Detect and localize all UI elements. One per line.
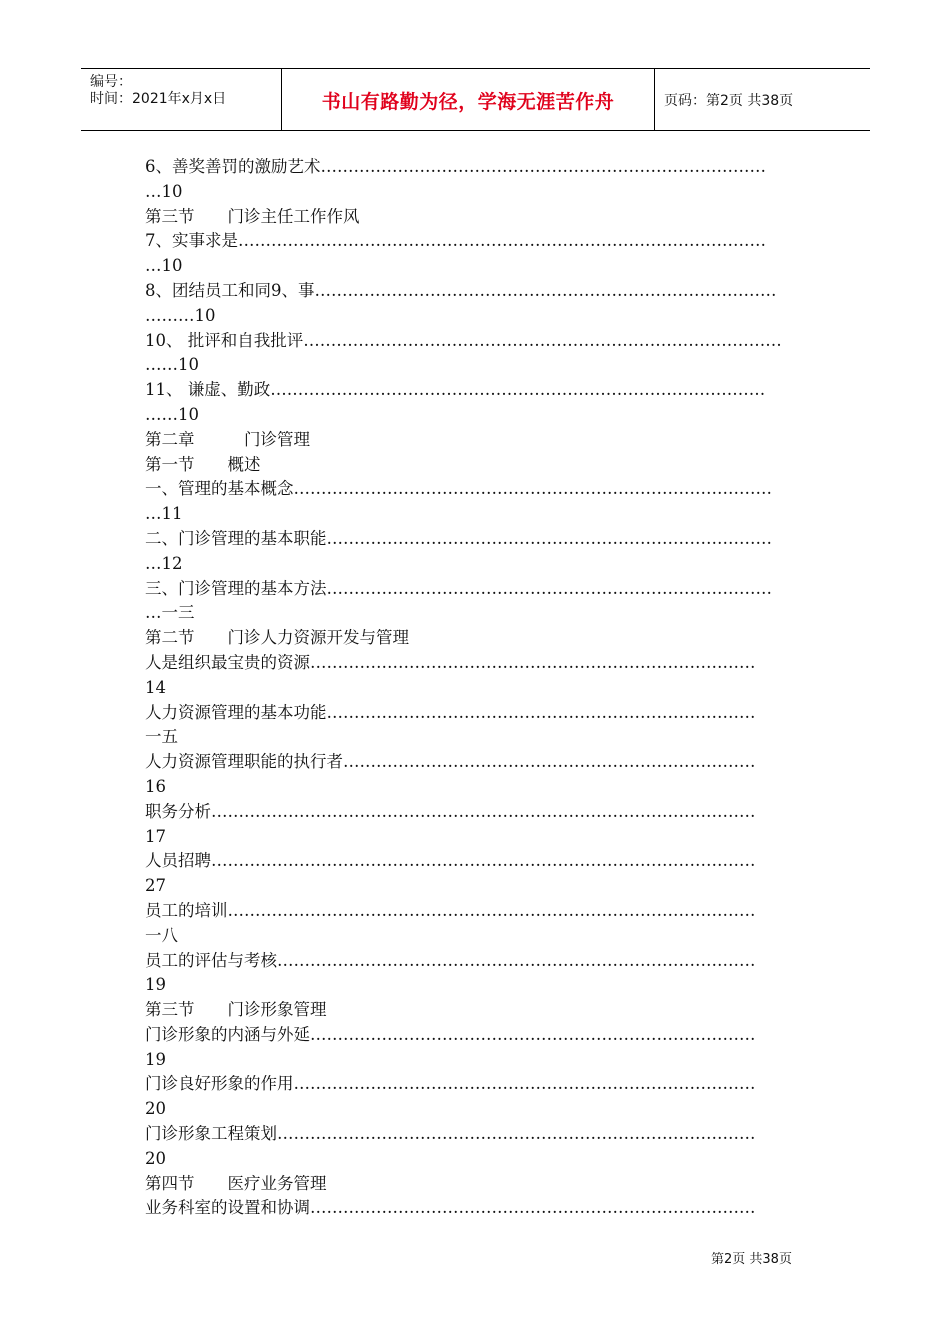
toc-line-text: 27 bbox=[145, 876, 166, 896]
toc-line-text: 19 bbox=[145, 975, 166, 995]
toc-line-text: 门诊良好形象的作用………………………………………………………………………… bbox=[145, 1074, 756, 1094]
toc-line bbox=[145, 651, 825, 676]
toc-line bbox=[145, 626, 825, 651]
toc-line bbox=[145, 180, 825, 205]
toc-line-text: 人力资源管理职能的执行者………………………………………………………………… bbox=[145, 752, 756, 772]
toc-line bbox=[145, 874, 825, 899]
header-motto-cell bbox=[282, 69, 655, 130]
toc-line-text: 门诊形象的内涵与外延……………………………………………………………………… bbox=[145, 1024, 756, 1044]
toc-line-text: 第三节 门诊主任工作作风 bbox=[145, 206, 360, 226]
toc-line-text: …11 bbox=[145, 504, 183, 524]
toc-line bbox=[145, 552, 825, 577]
toc-line-text: …10 bbox=[145, 181, 183, 201]
toc-line-text: 员工的评估与考核…………………………………………………………………………… bbox=[145, 950, 756, 970]
toc-line bbox=[145, 1072, 825, 1097]
toc-line-text: 16 bbox=[145, 776, 166, 796]
toc-line-text: 员工的培训…………………………………………………………………………………… bbox=[145, 900, 756, 920]
header-page-cell bbox=[655, 69, 870, 130]
toc-line-text: 业务科室的设置和协调……………………………………………………………………… bbox=[145, 1198, 756, 1218]
toc-line-text: 20 bbox=[145, 1148, 166, 1168]
toc-line bbox=[145, 899, 825, 924]
toc-line-text: 三、门诊管理的基本方法……………………………………………………………………… bbox=[145, 578, 772, 598]
toc-line-text: 第四节 医疗业务管理 bbox=[145, 1173, 327, 1193]
toc-line bbox=[145, 403, 825, 428]
toc-line-text: …一三 bbox=[145, 603, 195, 623]
toc-line-text: 人是组织最宝贵的资源……………………………………………………………………… bbox=[145, 652, 756, 672]
toc-line-text: 人力资源管理的基本功能…………………………………………………………………… bbox=[145, 702, 756, 722]
toc-line bbox=[145, 205, 825, 230]
toc-line-text: 一、管理的基本概念…………………………………………………………………………… bbox=[145, 479, 772, 499]
toc-line bbox=[145, 329, 825, 354]
toc-line-text: …12 bbox=[145, 553, 183, 573]
toc-line-text: 19 bbox=[145, 1049, 166, 1069]
toc-line bbox=[145, 701, 825, 726]
header-page-info: 页码：第2页 共38页 bbox=[664, 93, 794, 109]
toc-line-text: 第二节 门诊人力资源开发与管理 bbox=[145, 628, 409, 648]
toc-line-text: 第三节 门诊形象管理 bbox=[145, 1000, 327, 1020]
page-header bbox=[81, 68, 870, 131]
toc-line-text: 门诊形象工程策划…………………………………………………………………………… bbox=[145, 1124, 756, 1144]
toc-line bbox=[145, 973, 825, 998]
toc-line-text: 一五 bbox=[145, 727, 178, 747]
toc-line-text: 10、 批评和自我批评…………………………………………………………………………… bbox=[145, 330, 782, 350]
page-footer: 第2页 共38页 bbox=[711, 1252, 792, 1267]
toc-line bbox=[145, 229, 825, 254]
toc-line bbox=[145, 949, 825, 974]
header-meta-cell bbox=[81, 69, 282, 130]
toc-line bbox=[145, 800, 825, 825]
toc-line bbox=[145, 527, 825, 552]
header-motto: 书山有路勤为径，学海无涯苦作舟 bbox=[321, 91, 615, 113]
toc-line bbox=[145, 998, 825, 1023]
toc-line bbox=[145, 750, 825, 775]
toc-line-text: 二、门诊管理的基本职能……………………………………………………………………… bbox=[145, 528, 772, 548]
toc-line bbox=[145, 825, 825, 850]
toc-line-text: ………10 bbox=[145, 305, 216, 325]
toc-line-text: 职务分析……………………………………………………………………………………… bbox=[145, 801, 756, 821]
toc-line-text: 6、善奖善罚的激励艺术……………………………………………………………………… bbox=[145, 157, 766, 176]
document-number-label: 编号： bbox=[90, 74, 132, 90]
toc-line bbox=[145, 577, 825, 602]
toc-line bbox=[145, 775, 825, 800]
toc-line bbox=[145, 378, 825, 403]
toc-line bbox=[145, 453, 825, 478]
toc-line bbox=[145, 155, 825, 180]
toc-line bbox=[145, 1097, 825, 1122]
toc-line-text: 7、实事求是…………………………………………………………………………………… bbox=[145, 231, 766, 251]
toc-line bbox=[145, 1172, 825, 1197]
toc-line bbox=[145, 254, 825, 279]
toc-line-text: 17 bbox=[145, 826, 166, 846]
toc-line bbox=[145, 279, 825, 304]
toc-line bbox=[145, 304, 825, 329]
toc-line-text: 第一节 概述 bbox=[145, 454, 261, 474]
toc-line-text: 第二章 门诊管理 bbox=[145, 429, 310, 449]
toc-line-text: ……10 bbox=[145, 355, 199, 375]
toc-line-text: ……10 bbox=[145, 404, 199, 424]
toc-line bbox=[145, 601, 825, 626]
toc-line bbox=[145, 1196, 825, 1221]
toc-line-text: 20 bbox=[145, 1099, 166, 1119]
toc-line-text: 人员招聘……………………………………………………………………………………… bbox=[145, 851, 756, 871]
toc-line bbox=[145, 1048, 825, 1073]
toc-line bbox=[145, 725, 825, 750]
toc-line bbox=[145, 353, 825, 378]
toc-line bbox=[145, 676, 825, 701]
table-of-contents bbox=[145, 155, 825, 1221]
toc-line-text: …10 bbox=[145, 256, 183, 276]
toc-line-text: 8、团结员工和同9、事………………………………………………………………………… bbox=[145, 280, 777, 300]
toc-line-text: 14 bbox=[145, 677, 166, 697]
toc-line bbox=[145, 1122, 825, 1147]
toc-line bbox=[145, 502, 825, 527]
toc-line bbox=[145, 849, 825, 874]
toc-line bbox=[145, 1023, 825, 1048]
toc-line-text: 一八 bbox=[145, 925, 178, 945]
toc-line bbox=[145, 477, 825, 502]
toc-line bbox=[145, 924, 825, 949]
toc-line bbox=[145, 428, 825, 453]
toc-line-text: 11、 谦虚、勤政……………………………………………………………………………… bbox=[145, 380, 766, 400]
document-date-label: 时间：2021年x月x日 bbox=[90, 91, 227, 107]
toc-line bbox=[145, 1147, 825, 1172]
